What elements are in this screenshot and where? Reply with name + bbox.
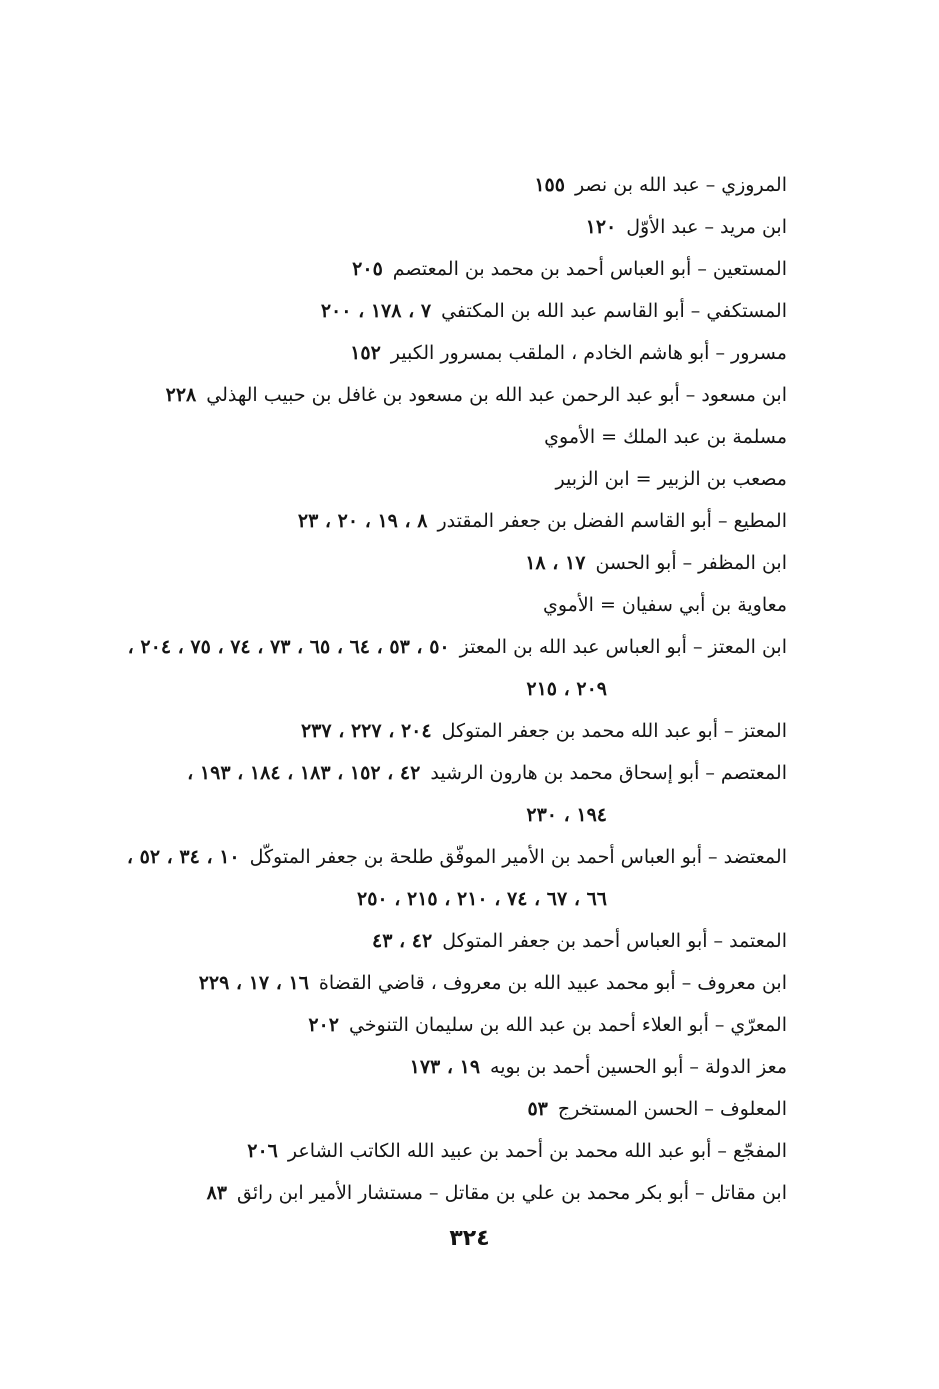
index-entry	[97, 164, 787, 206]
entry-page-refs: ٥٠ ، ٥٣ ، ٦٤ ، ٦٥ ، ٧٣ ، ٧٤ ، ٧٥ ، ٢٠٤ ،	[127, 636, 450, 658]
entry-name: ابن مريد – عبد الأوّل	[626, 216, 787, 238]
index-entry	[97, 1046, 787, 1088]
entry-name: المعرّي – أبو العلاء أحمد بن عبد الله بن سليمان التنوخي	[348, 1014, 787, 1036]
entry-page-refs: ١٢٠	[585, 216, 617, 238]
entry-name: ابن مقاتل – أبو بكر محمد بن علي بن مقاتل – مستشار الأمير ابن رائق	[236, 1182, 787, 1204]
index-entry	[97, 1172, 787, 1214]
entry-page-refs: ٢٢٨	[165, 384, 197, 406]
entry-name: ابن مسعود – أبو عبد الرحمن عبد الله بن مسعود بن غافل بن حبيب الهذلي	[206, 384, 787, 406]
index-entry	[97, 542, 787, 584]
index-entry	[97, 374, 787, 416]
entry-name: المعتمد – أبو العباس أحمد بن جعفر المتوكل	[442, 930, 787, 952]
index-entry	[97, 332, 787, 374]
entry-name: ابن المظفر – أبو الحسن	[595, 552, 787, 574]
entry-page-refs: ٢٠٥	[352, 258, 383, 280]
index-entry	[97, 836, 787, 920]
entry-name: المعتصم – أبو إسحاق محمد بن هارون الرشيد	[430, 762, 787, 784]
index-entry	[97, 1130, 787, 1172]
index-entry	[97, 1088, 787, 1130]
entry-name: المستكفي – أبو القاسم عبد الله بن المكتفي	[441, 300, 787, 322]
entry-name: المعلوف – الحسن المستخرج	[557, 1098, 787, 1120]
entry-page-refs: ١٥٢	[350, 342, 381, 364]
index-entry	[97, 1004, 787, 1046]
entry-name: ابن معروف – أبو محمد عبيد الله بن معروف ، قاضي القضاة	[318, 972, 787, 994]
index-entry	[97, 710, 787, 752]
entry-page-refs: ١٦ ، ١٧ ، ٢٢٩	[198, 972, 309, 994]
entry-name: معز الدولة – أبو الحسين أحمد بن بويه	[490, 1056, 787, 1078]
index-entry	[97, 500, 787, 542]
index-entry	[97, 920, 787, 962]
entry-name: مصعب بن الزبير = ابن الزبير	[555, 468, 787, 490]
entry-page-refs: ٨٣	[206, 1182, 227, 1204]
entry-page-refs-continued: ٢٠٩ ، ٢١٥	[526, 678, 607, 700]
entry-name: مسلمة بن عبد الملك = الأموي	[544, 426, 787, 448]
index-entry	[97, 626, 787, 710]
entry-name: المروزي – عبد الله بن نصر	[574, 174, 787, 196]
entry-page-refs: ٧ ، ١٧٨ ، ٢٠٠	[320, 300, 432, 322]
index-entry	[97, 290, 787, 332]
entry-page-refs: ٨ ، ١٩ ، ٢٠ ، ٢٣	[297, 510, 428, 532]
entry-page-refs: ١٥٥	[534, 174, 565, 196]
index-entry	[97, 458, 787, 500]
index-entry	[97, 584, 787, 626]
entry-page-refs: ١٧ ، ١٨	[525, 552, 586, 574]
entry-name: المعتضد – أبو العباس أحمد بن الأمير الموفّق طلحة بن جعفر المتوكّل	[249, 846, 787, 868]
entry-page-refs: ٤٢ ، ١٥٢ ، ١٨٣ ، ١٨٤ ، ١٩٣ ،	[187, 762, 421, 784]
index-entry	[97, 248, 787, 290]
index-entries	[97, 164, 787, 1214]
entry-name: المطيع – أبو القاسم الفضل بن جعفر المقتدر	[437, 510, 787, 532]
entry-name: معاوية بن أبي سفيان = الأموي	[542, 594, 787, 616]
entry-name: المفجّع – أبو عبد الله محمد بن أحمد بن عبيد الله الكاتب الشاعر	[287, 1140, 787, 1162]
entry-name: ابن المعتز – أبو العباس عبد الله بن المعتز	[459, 636, 787, 658]
entry-page-refs-continued: ١٩٤ ، ٢٣٠	[526, 804, 607, 826]
entry-page-refs: ١٩ ، ١٧٣	[409, 1056, 481, 1078]
entry-name: المعتز – أبو عبد الله محمد بن جعفر المتوكل	[441, 720, 787, 742]
entry-page-refs: ٢٠٤ ، ٢٢٧ ، ٢٣٧	[300, 720, 432, 742]
index-entry	[97, 962, 787, 1004]
entry-name: مسرور – أبو هاشم الخادم ، الملقب بمسرور الكبير	[390, 342, 787, 364]
entry-page-refs-continued: ٦٦ ، ٦٧ ، ٧٤ ، ٢١٠ ، ٢١٥ ، ٢٥٠	[356, 888, 607, 910]
entry-page-refs: ٥٣	[527, 1098, 548, 1120]
page-number: ٣٢٤	[449, 1226, 490, 1251]
index-entry	[97, 206, 787, 248]
entry-page-refs: ٢٠٦	[247, 1140, 278, 1162]
index-entry	[97, 752, 787, 836]
entry-page-refs: ٢٠٢	[308, 1014, 339, 1036]
entry-name: المستعين – أبو العباس أحمد بن محمد بن المعتصم	[392, 258, 787, 280]
entry-page-refs: ١٠ ، ٣٤ ، ٥٢ ،	[126, 846, 240, 868]
index-entry	[97, 416, 787, 458]
entry-page-refs: ٤٢ ، ٤٣	[371, 930, 433, 952]
